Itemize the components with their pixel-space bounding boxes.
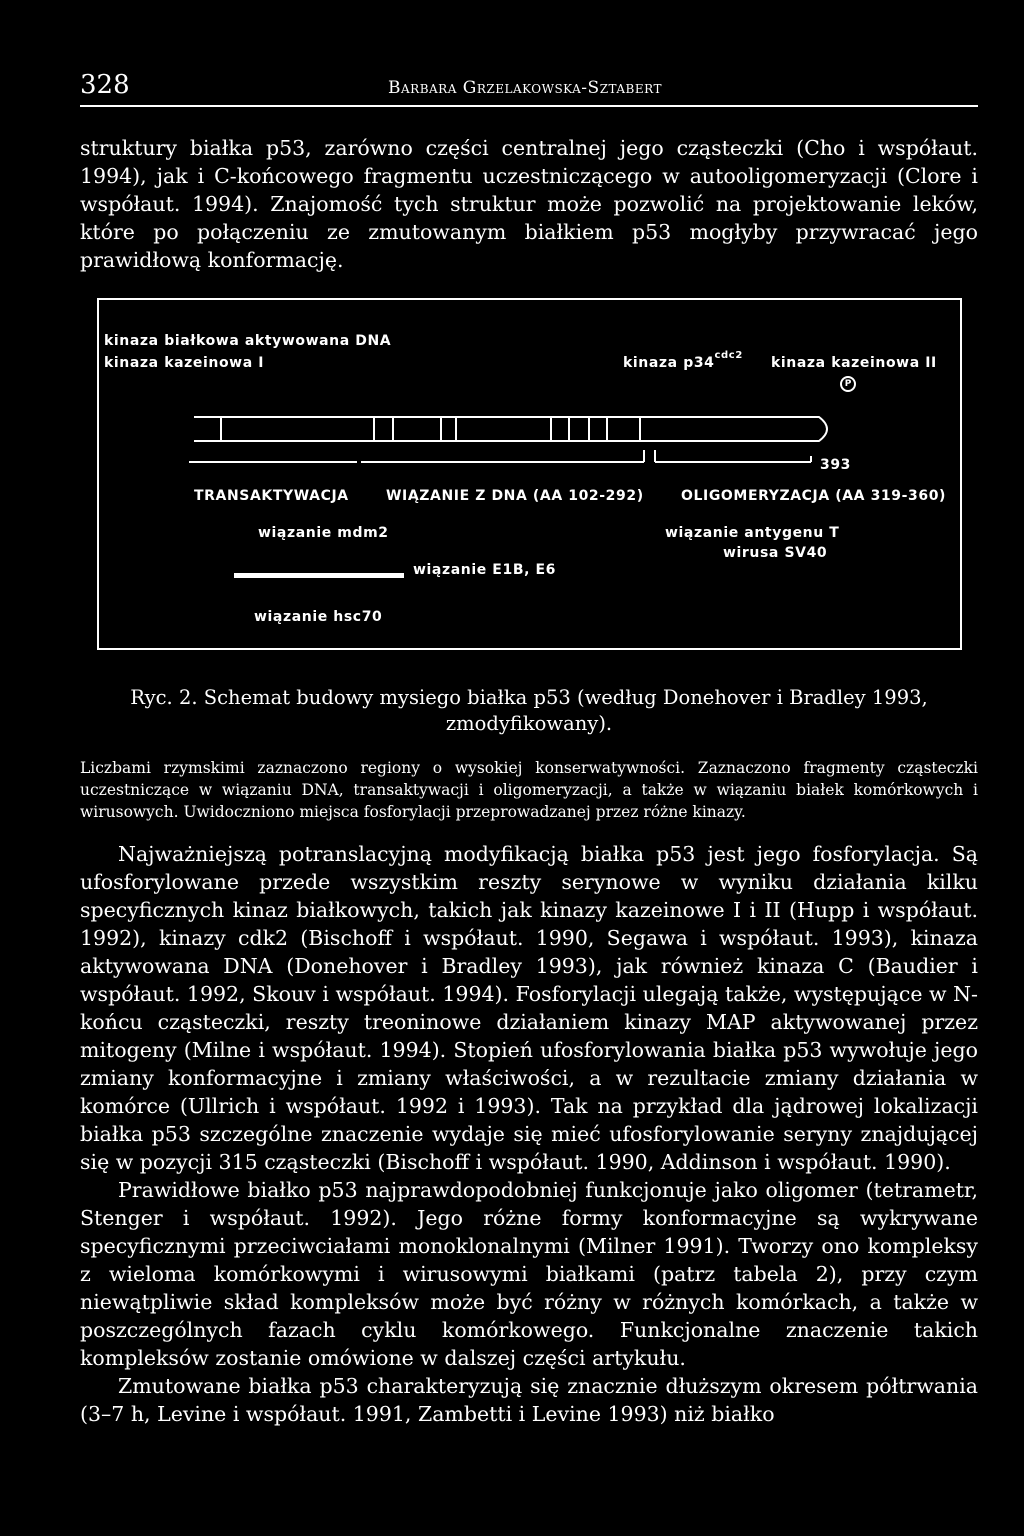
top-paragraph [80, 134, 978, 274]
page-number: 328 [80, 70, 130, 100]
label-kinase-p34-sup: cdc2 [714, 350, 743, 361]
running-head: Barbara Grzelakowska-Sztabert [388, 78, 662, 98]
label-kinase-casein-1: kinaza kazeinowa I [104, 355, 265, 371]
phospho-label: P [844, 379, 852, 389]
protein-domain-schematic [99, 300, 960, 648]
main-text [80, 840, 978, 1428]
label-t-antigen-binding-1: wiązanie antygenu T [665, 525, 840, 541]
label-kinase-dna: kinaza białkowa aktywowana DNA [104, 333, 392, 349]
figure-caption-note: Liczbami rzymskimi zaznaczono regiony o wysokiej konserwatywności. Zaznaczono fragmenty cząsteczki uczestniczące w wiązaniu DNA, transaktywacji i oligomeryzacji, a także w wiązaniu białek komórkowych i wirusowych. Uwidoczniono miejsca fosforylacji przeprowadzanej przez różne kinazy. [80, 759, 978, 821]
label-dna-binding: WIĄZANIE Z DNA (AA 102-292) [386, 488, 644, 504]
label-residue-393: 393 [820, 457, 852, 473]
protein-bar-outline [194, 417, 827, 441]
figure-frame [97, 298, 962, 650]
body-paragraph: Najważniejszą potranslacyjną modyfikacją białka p53 jest jego fosforylacja. Są ufosforylowane przede wszystkim reszty serynowe w wyniku działania kilku specyficznych kinaz białkowych, takich jak kinazy kazeinowe I i II (Hupp i współaut. 1992), kinazy cdk2 (Bischoff i współaut. 1990, Segawa i współaut. 1993), kinaza aktywowana DNA (Donehover i Bradley 1993), jak również kinaza C (Baudier i współaut. 1992, Skouv i współaut. 1994). Fosforylacji ulegają także, występujące w N-końcu cząsteczki, reszty treoninowe działaniem kinazy MAP aktywowanej przez mitogeny (Milne i współaut. 1994). Stopień ufosforylowania białka p53 wywołuje jego zmiany konformacyjne i zmiany właściwości, a w rezultacie zmiany działania w komórce (Ullrich i współaut. 1992 i 1993). Tak na przykład dla jądrowej lokalizacji białka p53 szczególne znaczenie wydaje się mieć ufosforylowanie seryny znajdującej się w pozycji 315 cząsteczki (Bischoff i współaut. 1990, Addinson i współaut. 1990). [80, 842, 978, 1174]
label-transactivation: TRANSAKTYWACJA [194, 488, 349, 504]
mdm2-binding-bar [234, 573, 404, 578]
body-paragraph: Prawidłowe białko p53 najprawdopodobniej funkcjonuje jako oligomer (tetrametr, Stenger i współaut. 1992). Jego różne formy konformacyjne są wykrywane specyficznymi przeciwciałami monoklonalnymi (Milner 1991). Tworzy ono kompleksy z wieloma komórkowymi i wirusowymi białkami (patrz tabela 2), przy czym niewątpliwie skład kompleksów może być różny w różnych komórkach, a także w poszczególnych fazach cyklu komórkowego. Funkcjonalne znaczenie takich kompleksów zostanie omówione w dalszej części artykułu. [80, 1178, 978, 1370]
body-paragraph: Zmutowane białka p53 charakteryzują się znacznie dłuższym okresem półtrwania (3–7 h, Levine i współaut. 1991, Zambetti i Levine 1993) niż białko [80, 1374, 978, 1426]
header-rule [80, 105, 978, 107]
label-kinase-casein-2: kinaza kazeinowa II [771, 355, 937, 371]
top-paragraph-text: struktury białka p53, zarówno części centralnej jego cząsteczki (Cho i współaut. 1994), jak i C-końcowego fragmentu uczestniczącego w autooligomeryzacji (Clore i współaut. 1994). Znajomość tych struktur może pozwolić na projektowanie leków, które po połączeniu ze zmutowanym białkiem p53 mogłyby przywracać jego prawidłową konformację. [80, 136, 978, 272]
label-hsc70-binding: wiązanie hsc70 [254, 609, 383, 625]
label-oligomerization: OLIGOMERYZACJA (AA 319-360) [681, 488, 947, 504]
figure-caption: Ryc. 2. Schemat budowy mysiego białka p53 (według Donehover i Bradley 1993, zmodyfikowany). [130, 686, 928, 735]
label-e1b-e6-binding: wiązanie E1B, E6 [413, 562, 556, 578]
label-mdm2-binding: wiązanie mdm2 [258, 525, 389, 541]
label-t-antigen-binding-2: wirusa SV40 [723, 545, 828, 561]
label-kinase-p34-base: kinaza p34 [623, 355, 715, 371]
